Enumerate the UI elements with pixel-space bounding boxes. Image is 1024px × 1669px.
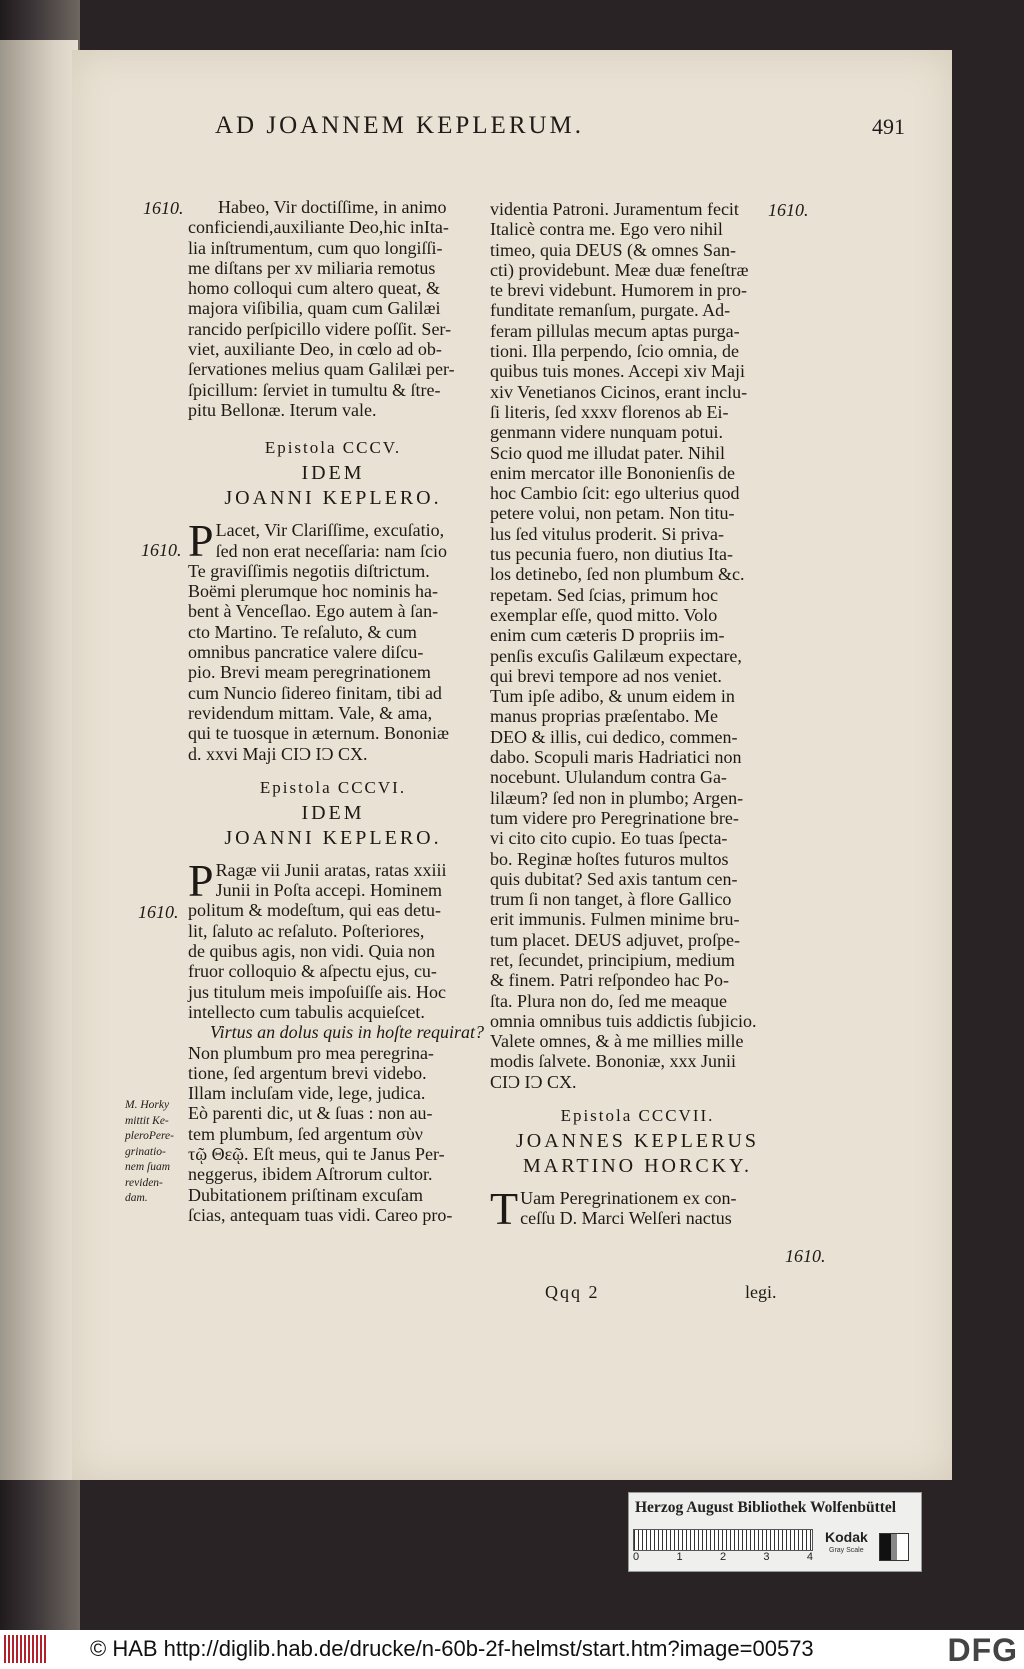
text-line: te brevi videbunt. Humorem in pro- bbox=[490, 280, 747, 301]
left-column bbox=[188, 197, 485, 1225]
text-line: lus ſed vitulus proderit. Si priva- bbox=[490, 523, 724, 544]
text-line: Ragæ vii Junii aratas, ratas xxiii bbox=[215, 859, 447, 880]
scale-number: 2 bbox=[719, 1551, 727, 1563]
text-line: modis ſalvete. Bononiæ, xxx Junii bbox=[490, 1051, 736, 1072]
text-line: DEO & illis, cui dedico, commen- bbox=[490, 726, 738, 747]
text-line: funditate remanſum, purgate. Ad- bbox=[490, 300, 731, 321]
barcode-icon bbox=[4, 1635, 46, 1663]
text-line: cum Nuncio ſidereo finitam, tibi ad bbox=[188, 682, 442, 703]
text-line: d. xxvi Maji CIƆ IƆ CX. bbox=[188, 743, 368, 764]
text-line: majora viſibilia, quam cum Galilæi bbox=[188, 298, 441, 319]
text-line: Valete omnes, & à me millies mille bbox=[490, 1031, 744, 1052]
letter-recipient: JOANNI KEPLERO. bbox=[224, 487, 442, 510]
text-line: Habeo, Vir doctiſſime, in animo bbox=[218, 197, 447, 217]
text-line: lilæum? ſed non in plumbo; Argen- bbox=[490, 787, 744, 808]
letter-heading: Epistola CCCVI. bbox=[259, 777, 407, 797]
drop-cap: T bbox=[490, 1183, 519, 1235]
text-line: pitu Bellonæ. Iterum vale. bbox=[188, 399, 377, 420]
text-line: Eò parenti dic, ut & ſuas : non au- bbox=[188, 1103, 433, 1124]
text-line: hoc Cambio ſcit: ego ulterius quod bbox=[490, 483, 740, 504]
scan-color-target bbox=[628, 1492, 922, 1572]
text-line: tem plumbum, ſed argentum σὺν bbox=[188, 1123, 423, 1144]
text-line: τῷ Θεῷ. Eſt meus, qui te Janus Per- bbox=[188, 1143, 445, 1164]
scale-numbers bbox=[633, 1551, 813, 1563]
text-line: lia inſtrumentum, cum quo longiſſi- bbox=[188, 237, 443, 258]
letter-heading: Epistola CCCVII. bbox=[560, 1106, 715, 1126]
margin-note-line: pleroPere- bbox=[125, 1130, 174, 1142]
text-line: ſervationes melius quam Galilæi per- bbox=[188, 359, 455, 380]
text-line: Lacet, Vir Clariſſime, excuſatio, bbox=[215, 520, 445, 541]
text-line: ſpicillum: ſerviet in tumultu & ſtre- bbox=[188, 379, 441, 400]
margin-note-line: M. Horky bbox=[125, 1099, 170, 1111]
letter-sender: IDEM bbox=[301, 801, 365, 824]
text-line: Italicè contra me. Ego vero nihil bbox=[490, 219, 723, 240]
text-line: Scio quod me illudat pater. Nihil bbox=[490, 442, 725, 463]
letter-body bbox=[188, 515, 478, 764]
text-line: revidendum mittam. Vale, & ama, bbox=[188, 702, 433, 723]
text-line: fruor colloquio & aſpectu ejus, cu- bbox=[188, 961, 437, 982]
text-line: politum & modeſtum, qui eas detu- bbox=[188, 900, 441, 921]
text-line: omnibus pancratice valere diſcu- bbox=[188, 642, 424, 663]
text-line: erit immunis. Fulmen minime bru- bbox=[490, 909, 740, 930]
text-line: los detinebo, ſed non plumbum &c. bbox=[490, 564, 745, 585]
text-line: ret, ſecundet, principium, medium bbox=[490, 949, 735, 970]
viewer-footer-bar bbox=[0, 1630, 1024, 1669]
text-line: tione, ſed argentum brevi videbo. bbox=[188, 1062, 427, 1083]
drop-cap: P bbox=[188, 854, 214, 906]
margin-note-line: reviden- bbox=[125, 1176, 163, 1189]
paragraph bbox=[188, 217, 478, 420]
scale-number: 0 bbox=[633, 1551, 640, 1563]
text-line: cto Martino. Te reſaluto, & cum bbox=[188, 621, 417, 642]
quotation-line: Virtus an dolus quis in hoſte requirat? bbox=[210, 1022, 485, 1043]
letter-sender: JOANNES KEPLERUS bbox=[515, 1130, 760, 1153]
gray-scale-patch bbox=[879, 1533, 909, 1561]
text-line: Te graviſſimis negotiis diſtrictum. bbox=[188, 560, 430, 581]
page-header bbox=[215, 112, 905, 152]
text-line: lit, ſaluto ac reſaluto. Poſteriores, bbox=[188, 920, 425, 941]
margin-note-line: grinatio- bbox=[125, 1145, 166, 1158]
text-line: de quibus agis, non vidi. Quia non bbox=[188, 941, 435, 962]
drop-cap: P bbox=[188, 515, 214, 567]
letter-recipient: JOANNI KEPLERO. bbox=[224, 826, 442, 849]
margin-year: 1610. bbox=[768, 200, 809, 220]
text-line: cti) providebunt. Meæ duæ feneſtræ bbox=[490, 259, 749, 280]
text-line: intellecto cum tabulis acquieſcet. bbox=[188, 1001, 425, 1022]
letter-body bbox=[490, 1183, 785, 1235]
margin-year: 1610. bbox=[138, 902, 179, 922]
scale-number: 4 bbox=[806, 1551, 813, 1563]
right-column bbox=[490, 199, 785, 1235]
text-line: feram pillulas mecum aptas purga- bbox=[490, 320, 740, 341]
measurement-scale bbox=[633, 1529, 813, 1551]
text-line: bo. Reginæ hoſtes futuros multos bbox=[490, 848, 729, 869]
kodak-subtitle: Gray Scale bbox=[829, 1547, 864, 1554]
kodak-logo: Kodak bbox=[825, 1529, 868, 1545]
text-line: tum videre pro Peregrinatione bre- bbox=[490, 807, 739, 828]
text-line: ſta. Plura non do, ſed me meaque bbox=[490, 990, 727, 1011]
text-line: timeo, quia DEUS (& omnes San- bbox=[490, 239, 736, 260]
text-line: repetam. Sed ſcias, primum hoc bbox=[490, 584, 718, 605]
text-line: viet, auxiliante Deo, in cœlo ad ob- bbox=[188, 339, 442, 360]
margin-note-line: nem ſuam bbox=[125, 1161, 171, 1173]
text-line: quibus tuis mones. Accepi xiv Maji bbox=[490, 361, 745, 382]
text-line: xiv Venetianos Cicinos, erant inclu- bbox=[490, 381, 748, 402]
text-line: petere volui, non petam. Non titu- bbox=[490, 503, 735, 524]
text-line: penſis excuſis Galilæum expectare, bbox=[490, 645, 742, 666]
signature-mark: Qqq 2 bbox=[545, 1282, 600, 1302]
text-line: tum placet. DEUS adjuvet, proſpe- bbox=[490, 929, 740, 950]
text-line: tus pecunia fuero, non diutius Ita- bbox=[490, 544, 733, 565]
text-line: dabo. Scopuli maris Hadriatici non bbox=[490, 747, 742, 768]
text-line: omnia omnibus tuis addictis ſubjicio. bbox=[490, 1010, 757, 1031]
text-line: genmann videre nunquam potui. bbox=[490, 422, 723, 443]
text-line: jus titulum meis impoſuiſſe ais. Hoc bbox=[188, 981, 446, 1002]
margin-note-line: dam. bbox=[125, 1192, 148, 1204]
text-line: me diſtans per xv miliaria remotus bbox=[188, 257, 436, 278]
paragraph bbox=[188, 197, 478, 217]
text-line: Uam Peregrinationem ex con- bbox=[520, 1188, 737, 1209]
margin-note bbox=[125, 1098, 187, 1207]
margin-year: 1610. bbox=[141, 540, 182, 560]
text-line: Junii in Poſta accepi. Hominem bbox=[215, 880, 443, 901]
text-line: videntia Patroni. Juramentum fecit bbox=[490, 199, 739, 219]
text-line: bent à Venceſlao. Ego autem à ſan- bbox=[188, 601, 439, 622]
dfg-logo: DFG bbox=[947, 1632, 1018, 1668]
text-line: ſcias, antequam tuas vidi. Careo pro- bbox=[188, 1204, 453, 1225]
margin-year: 1610. bbox=[785, 1246, 826, 1266]
text-line: homo colloqui cum altero queat, & bbox=[188, 278, 440, 299]
text-line: ſed non erat neceſſaria: nam ſcio bbox=[215, 540, 447, 561]
text-line: ſi literis, ſed xxxv florenos ab Ei- bbox=[490, 401, 729, 422]
margin-note-line: mittit Ke- bbox=[125, 1114, 169, 1127]
text-line: enim mercator ille Bononienſis de bbox=[490, 462, 735, 483]
text-line: Illam incluſam vide, lege, judica. bbox=[188, 1083, 426, 1104]
catchword: legi. bbox=[745, 1282, 777, 1302]
scale-number: 3 bbox=[763, 1551, 770, 1563]
letter-recipient: MARTINO HORCKY. bbox=[522, 1155, 752, 1178]
text-line: ceſſu D. Marci Welſeri nactus bbox=[520, 1208, 732, 1229]
text-line: Boëmi plerumque hoc nominis ha- bbox=[188, 581, 438, 602]
text-line: exemplar eſſe, quod mitto. Volo bbox=[490, 604, 718, 625]
text-line: tioni. Illa perpendo, ſcio omnia, de bbox=[490, 341, 739, 362]
letter-body bbox=[188, 854, 485, 1225]
page-number: 491 bbox=[872, 114, 905, 139]
previous-page-edge bbox=[0, 40, 78, 1480]
source-url[interactable]: © HAB http://diglib.hab.de/drucke/n-60b-2f-helmst/start.htm?image=00573 bbox=[90, 1636, 814, 1661]
letter-sender: IDEM bbox=[301, 462, 365, 485]
scale-number: 1 bbox=[676, 1551, 683, 1563]
letter-heading: Epistola CCCV. bbox=[264, 438, 402, 458]
text-line: rancido perſpicillo videre poſſit. Ser- bbox=[188, 318, 452, 339]
text-line: CIƆ IƆ CX. bbox=[490, 1071, 577, 1092]
running-title: AD JOANNEM KEPLERUM. bbox=[215, 112, 585, 139]
text-line: nocebunt. Ululandum contra Ga- bbox=[490, 767, 727, 788]
library-label: Herzog August Bibliothek Wolfenbüttel bbox=[635, 1499, 897, 1516]
text-line: enim cum cæteris D propriis im- bbox=[490, 625, 725, 646]
text-line: vi cito cito cupio. Eo tuas ſpecta- bbox=[490, 828, 728, 849]
text-line: pio. Brevi meam peregrinationem bbox=[188, 662, 431, 683]
text-line: Tum ipſe adibo, & unum eidem in bbox=[490, 686, 735, 707]
text-line: conficiendi,auxiliante Deo,hic inIta- bbox=[188, 217, 449, 238]
text-line: & finem. Patri reſpondeo hac Po- bbox=[490, 970, 729, 991]
letter-body bbox=[490, 199, 785, 1092]
text-line: neggerus, ibidem Aſtrorum cultor. bbox=[188, 1164, 433, 1185]
text-line: trum ſi non tanget, à flore Gallico bbox=[490, 889, 732, 910]
text-line: manus proprias præſentabo. Me bbox=[490, 706, 718, 727]
text-line: qui te tuosque in æternum. Bononiæ bbox=[188, 723, 449, 744]
margin-year: 1610. bbox=[143, 198, 184, 218]
text-line: qui brevi tempore ad nos veniet. bbox=[490, 665, 722, 686]
text-line: quis dubitat? Sed axis tantum cen- bbox=[490, 868, 738, 889]
text-line: Dubitationem priſtinam excuſam bbox=[188, 1184, 423, 1205]
text-line: Non plumbum pro mea peregrina- bbox=[188, 1042, 434, 1063]
